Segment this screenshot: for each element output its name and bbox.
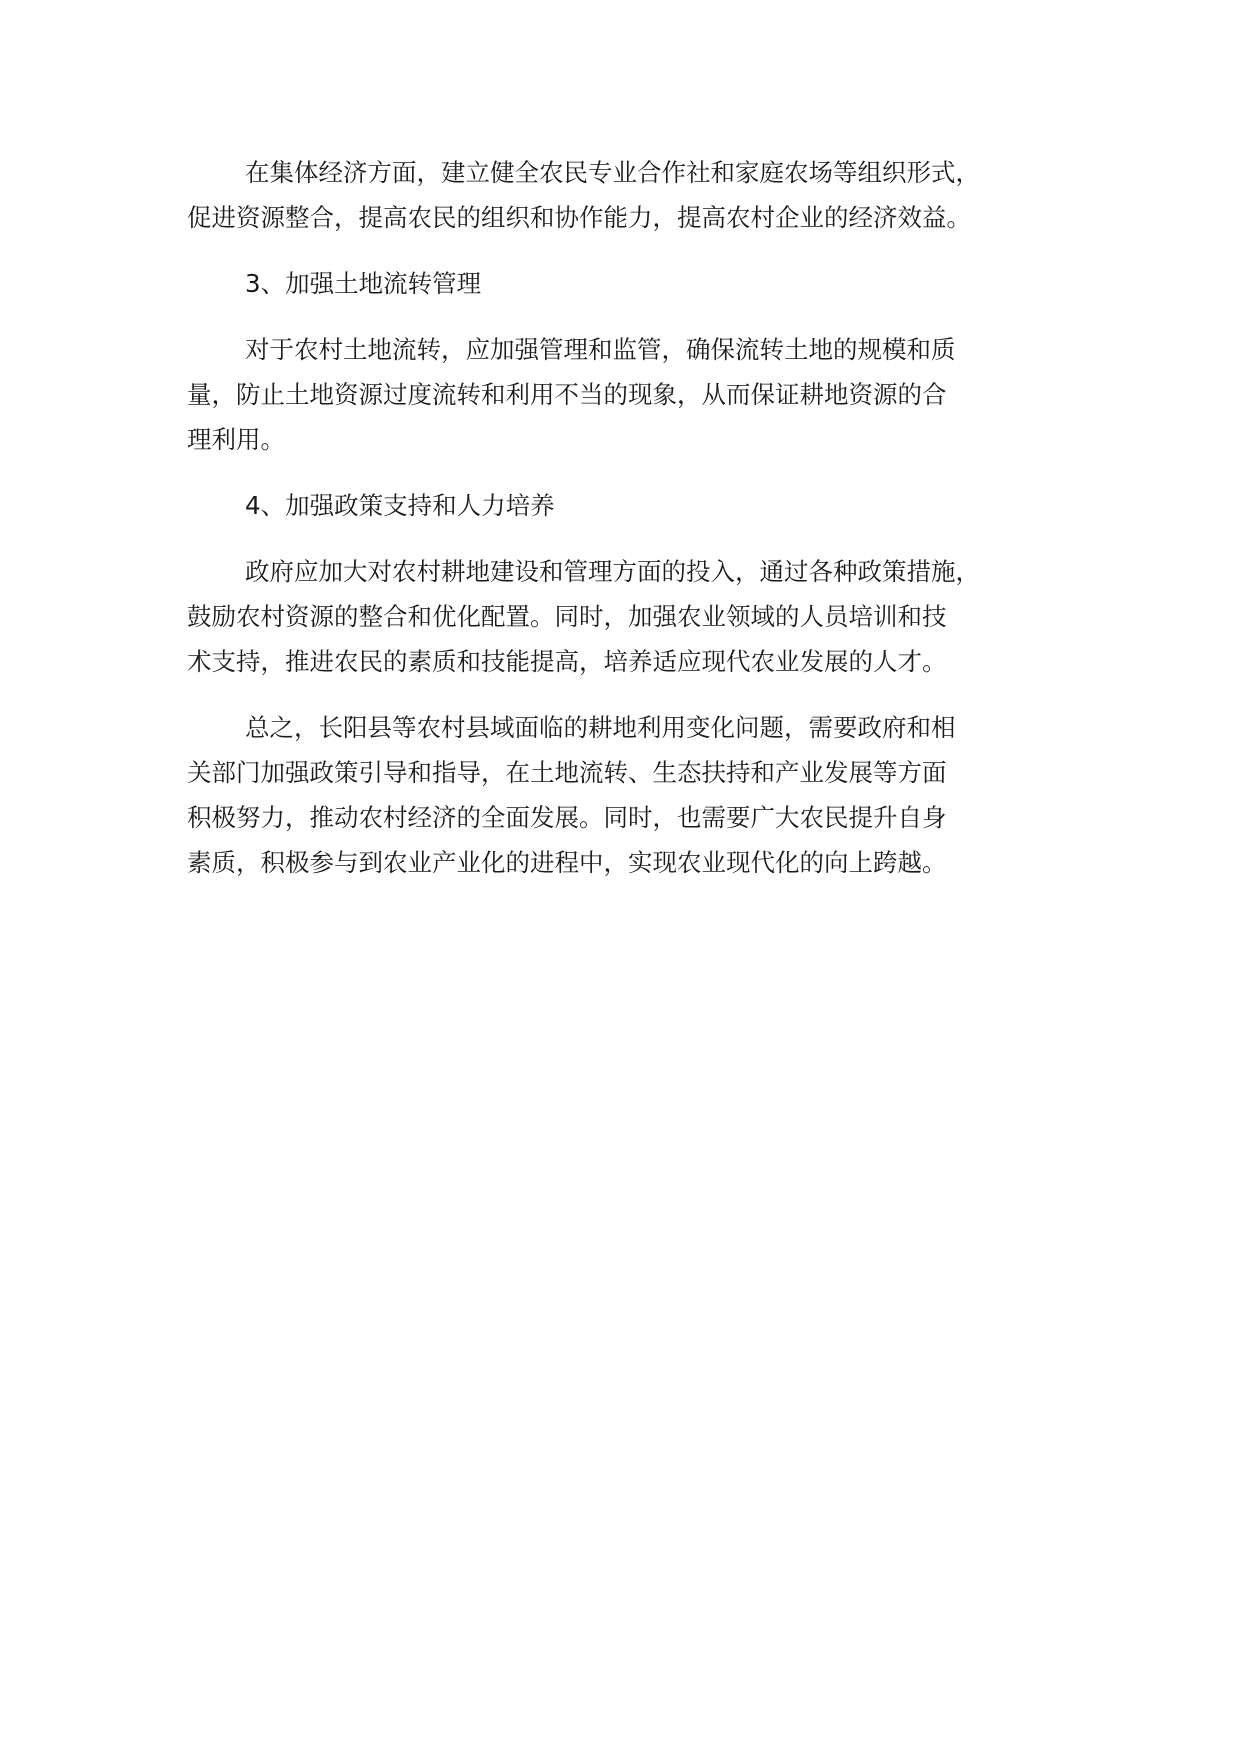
paragraph-line: 理利用。 [187, 425, 285, 454]
paragraph-line: 积极努力，推动农村经济的全面发展。同时，也需要广大农民提升自身 [187, 803, 947, 832]
paragraph-conclusion [187, 705, 1077, 885]
paragraph-line: 关部门加强政策引导和指导，在土地流转、生态扶持和产业发展等方面 [187, 758, 947, 787]
paragraph-line: 在集体经济方面，建立健全农民专业合作社和家庭农场等组织形式， [245, 158, 980, 187]
paragraph-line: 对于农村土地流转，应加强管理和监管，确保流转土地的规模和质 [245, 335, 956, 364]
document-body [187, 150, 1077, 885]
paragraph-line: 量，防止土地资源过度流转和利用不当的现象，从而保证耕地资源的合 [187, 380, 947, 409]
paragraph-line: 总之，长阳县等农村县域面临的耕地利用变化问题，需要政府和相 [245, 713, 956, 742]
paragraph-collective-economy [187, 150, 1077, 240]
paragraph-line: 政府应加大对农村耕地建设和管理方面的投入，通过各种政策措施， [245, 557, 980, 586]
paragraph-line: 鼓励农村资源的整合和优化配置。同时，加强农业领域的人员培训和技 [187, 602, 947, 631]
section-heading-4: 4、加强政策支持和人力培养 [245, 491, 555, 520]
paragraph-policy-support [187, 549, 1077, 684]
paragraph-line: 术支持，推进农民的素质和技能提高，培养适应现代农业发展的人才。 [187, 647, 947, 676]
paragraph-land-transfer [187, 327, 1077, 462]
paragraph-line: 促进资源整合，提高农民的组织和协作能力，提高农村企业的经济效益。 [187, 203, 971, 232]
paragraph-line: 素质，积极参与到农业产业化的进程中，实现农业现代化的向上跨越。 [187, 848, 947, 877]
section-heading-3: 3、加强土地流转管理 [245, 269, 482, 298]
